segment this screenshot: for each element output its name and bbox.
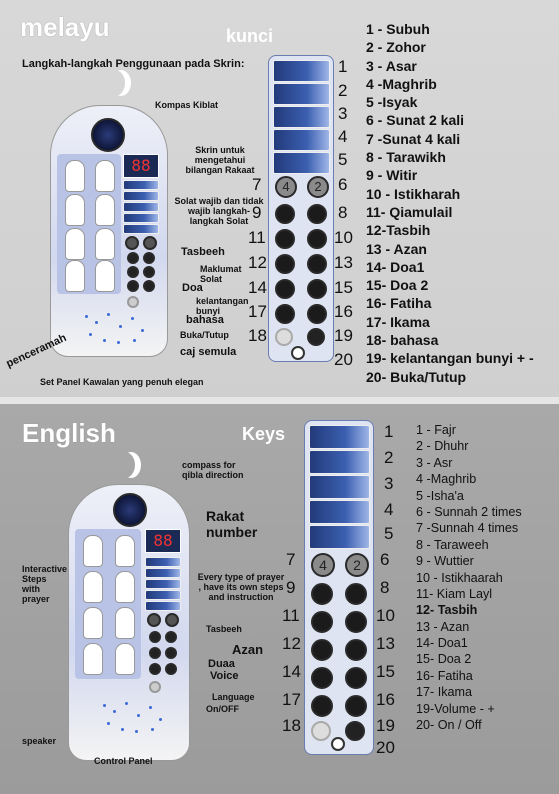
steps-panel [75,529,141,679]
key-7-icon: 4 [311,553,335,577]
key-10-icon [345,611,367,633]
function-button[interactable] [165,647,177,659]
key-20-icon [331,737,345,751]
key-number: 2 [338,81,348,100]
prayer-figure-icon [65,160,85,192]
key-number: 16 [334,302,353,321]
key-item: 6 - Sunat 2 kali [366,112,465,129]
key-item: 8 - Taraweeh [416,537,489,552]
key-item: 19- kelantangan bunyi + - [366,350,534,367]
key-1-icon [309,425,370,449]
prayer-figure-icon [83,535,103,567]
sunnah-button[interactable] [147,613,161,627]
prayer-figure-icon [115,643,135,675]
key-item: 3 - Asar [366,57,417,74]
key-number: 13 [376,634,395,653]
rakaat-display: 88 [123,154,159,178]
key-5-icon [309,525,370,549]
crescent-icon [115,452,135,478]
key-item: 13 - Azan [416,619,470,634]
key-number: 2 [384,448,394,467]
key-14-icon [275,279,295,299]
label-steps: Interactive Steps with prayer [22,564,68,604]
label-speaker: speaker [22,736,57,746]
key-number: 3 [338,104,348,123]
rakat-display: 88 [145,529,181,553]
key-18-icon [275,328,293,346]
key-item: 11- Kiam Layl [416,586,493,601]
prayer-figure-icon [95,194,115,226]
key-item: 12- Tasbih [416,603,478,618]
label-compass: compass for qibla direction [182,460,244,480]
key-number: 1 [338,57,348,76]
key-item: 20- Buka/Tutup [366,368,467,385]
label-rakat: Rakat number [206,508,258,540]
key-15-icon [307,279,327,299]
key-number: 9 [286,578,296,597]
prayer-figure-icon [83,607,103,639]
key-number: 1 [384,422,394,441]
key-number: 18 [248,326,267,345]
key-17-icon [275,304,295,324]
prayer-button[interactable] [145,579,181,589]
key-item: 19-Volume - + [416,701,495,716]
prayer-figure-icon [115,607,135,639]
prayer-button[interactable] [145,590,181,600]
prayer-figure-icon [65,194,85,226]
key-item: 10 - Istikhaarah [416,570,503,585]
key-number: 12 [248,253,267,272]
compass-icon [91,118,125,152]
english-device [68,484,190,761]
key-15-icon [345,667,367,689]
label-duaa: Duaa [208,658,235,670]
key-number: 15 [376,662,395,681]
function-button[interactable] [149,647,161,659]
key-number: 4 [338,127,348,146]
function-button[interactable] [149,631,161,643]
prayer-figure-icon [115,571,135,603]
key-number: 5 [384,524,394,543]
section-divider [0,397,559,404]
malay-key-list [366,20,534,386]
key-item: 1 - Subuh [366,21,430,37]
label-tasbeeh: Tasbeeh [181,246,225,258]
prayer-button[interactable] [123,224,159,234]
label-language: bahasa [186,314,224,326]
key-item: 12-Tasbih [366,222,431,239]
key-item: 4 -Maghrib [366,75,437,92]
key-item: 14- Doa1 [416,636,468,651]
key-item: 10 - Istikharah [366,185,461,202]
malay-keys-panel [268,55,334,362]
function-button[interactable] [127,252,139,264]
prayer-button[interactable] [145,557,181,567]
key-number: 6 [380,550,390,569]
english-footer: Control Panel [94,756,153,766]
label-compass: Kompas Kiblat [155,100,219,110]
english-key-list [416,422,522,733]
prayer-figure-icon [95,160,115,192]
sunnah-button[interactable] [165,613,179,627]
speaker-grille [99,700,169,740]
compass-icon [113,493,147,527]
label-charge: caj semula [180,346,237,358]
key-4-icon [309,500,370,524]
key-item: 13 - Azan [366,240,427,257]
label-tasbeeh: Tasbeeh [206,624,242,634]
key-2-icon [309,450,370,474]
key-number: 9 [252,203,262,222]
key-number: 11 [282,606,300,625]
key-16-icon [345,695,367,717]
key-item: 5 -Isyak [366,94,418,111]
key-item: 1 - Fajr [416,423,456,437]
key-number: 15 [334,278,353,297]
steps-panel [57,154,121,294]
key-8-icon [345,583,367,605]
key-item: 2 - Dhuhr [416,439,469,454]
key-item: 16- Fatiha [366,295,432,312]
prayer-button[interactable] [123,202,159,212]
key-number: 17 [282,690,301,709]
key-11-icon [275,229,295,249]
malay-title: melayu [20,12,110,42]
label-volume: kelantangan bunyi [196,296,249,316]
prayer-figure-icon [65,228,85,260]
sunnah-button[interactable] [143,236,157,250]
key-item: 16- Fatiha [416,668,473,683]
function-button[interactable] [127,280,139,292]
key-number: 13 [334,253,353,272]
function-button[interactable] [143,280,155,292]
prayer-figure-icon [95,260,115,292]
english-section [0,404,559,794]
prayer-button[interactable] [123,191,159,201]
key-number: 17 [248,302,267,321]
label-azan: Azan [232,642,264,657]
key-16-icon [307,304,327,324]
key-item: 20- On / Off [416,718,482,733]
function-button[interactable] [165,663,177,675]
key-11-icon [311,611,333,633]
function-button[interactable] [127,266,139,278]
key-number: 14 [282,662,301,681]
key-5-icon [273,152,330,174]
label-language: Language [212,692,255,702]
label-every-type: Every type of prayer , have its own steps and instruction [197,572,285,602]
key-19-icon [345,721,365,741]
key-item: 2 - Zohor [366,39,426,56]
english-keys-panel [304,420,374,755]
key-number: 18 [282,716,301,735]
key-1-icon [273,60,330,82]
key-number: 8 [338,203,348,222]
malay-keys-title: kunci [226,26,274,46]
key-20-icon [291,346,305,360]
label-voice: Voice [210,670,239,682]
key-item: 9 - Witir [366,167,418,184]
prayer-button[interactable] [123,213,159,223]
key-13-icon [345,639,367,661]
key-item: 7 -Sunat 4 kali [366,130,461,147]
key-9-icon [311,583,333,605]
key-item: 17- Ikama [366,313,430,330]
malay-steps-title: Langkah-langkah Penggunaan pada Skrin: [22,58,245,70]
key-7-icon: 4 [275,176,297,198]
prayer-button[interactable] [145,568,181,578]
english-keys-title: Keys [242,424,286,444]
prayer-button[interactable] [145,601,181,611]
prayer-figure-icon [83,643,103,675]
prayer-figure-icon [95,228,115,260]
key-4-icon [273,129,330,151]
key-item: 14- Doa1 [366,258,425,275]
crescent-icon [105,70,125,96]
key-10-icon [307,229,327,249]
label-prayers: Solat wajib dan tidak wajib langkah-langkah Solat [174,196,264,226]
key-number: 7 [286,550,296,569]
prayer-figure-icon [83,571,103,603]
function-button[interactable] [149,663,161,675]
key-item: 11- Qiamulail [366,203,453,220]
power-button[interactable] [149,681,161,693]
malay-footer: Set Panel Kawalan yang penuh elegan [40,377,204,387]
key-14-icon [311,667,333,689]
key-number: 20 [376,738,395,757]
key-number: 3 [384,474,394,493]
key-number: 6 [338,175,348,194]
key-number: 20 [334,350,353,369]
key-number: 4 [384,500,394,519]
speaker-grille [81,311,151,347]
key-9-icon [275,204,295,224]
key-item: 15- Doa 2 [416,652,472,667]
key-number: 7 [252,175,262,194]
key-item: 9 - Wuttier [416,554,474,569]
key-6-icon: 2 [345,553,369,577]
label-info: Maklumat Solat [200,264,242,284]
function-button[interactable] [143,266,155,278]
key-number: 8 [380,578,390,597]
key-item: 4 -Maghrib [416,472,477,487]
english-title: English [22,418,116,448]
key-number: 10 [334,228,353,247]
key-number: 5 [338,150,348,169]
function-button[interactable] [143,252,155,264]
key-item: 17- Ikama [416,685,472,700]
key-8-icon [307,204,327,224]
key-item: 3 - Asr [416,455,453,470]
key-number: 16 [376,690,395,709]
key-item: 5 -Isha'a [416,488,464,503]
label-speaker: penceramah [4,331,69,371]
key-item: 7 -Sunnah 4 times [416,521,519,536]
key-13-icon [307,254,327,274]
label-power: On/OFF [206,704,239,714]
key-12-icon [275,254,295,274]
key-3-icon [309,475,370,499]
key-number: 11 [248,228,266,247]
key-item: 8 - Tarawikh [366,149,446,166]
power-button[interactable] [127,296,139,308]
key-3-icon [273,106,330,128]
key-item: 15- Doa 2 [366,277,429,294]
key-number: 12 [282,634,301,653]
prayer-figure-icon [65,260,85,292]
key-number: 14 [248,278,267,297]
label-power: Buka/Tutup [180,330,229,340]
key-6-icon: 2 [307,176,329,198]
key-number: 19 [334,326,353,345]
key-item: 18- bahasa [366,332,439,349]
malay-device [50,105,168,357]
key-number: 19 [376,716,395,735]
label-rakaat-screen: Skrin untuk mengetahui bilangan Rakaat [185,145,255,175]
sunnah-button[interactable] [125,236,139,250]
key-item: 6 - Sunnah 2 times [416,504,522,519]
key-18-icon [311,721,331,741]
function-button[interactable] [165,631,177,643]
label-doa: Doa [182,282,203,294]
key-19-icon [307,328,325,346]
key-12-icon [311,639,333,661]
key-17-icon [311,695,333,717]
prayer-button[interactable] [123,180,159,190]
key-2-icon [273,83,330,105]
prayer-figure-icon [115,535,135,567]
key-number: 10 [376,606,395,625]
